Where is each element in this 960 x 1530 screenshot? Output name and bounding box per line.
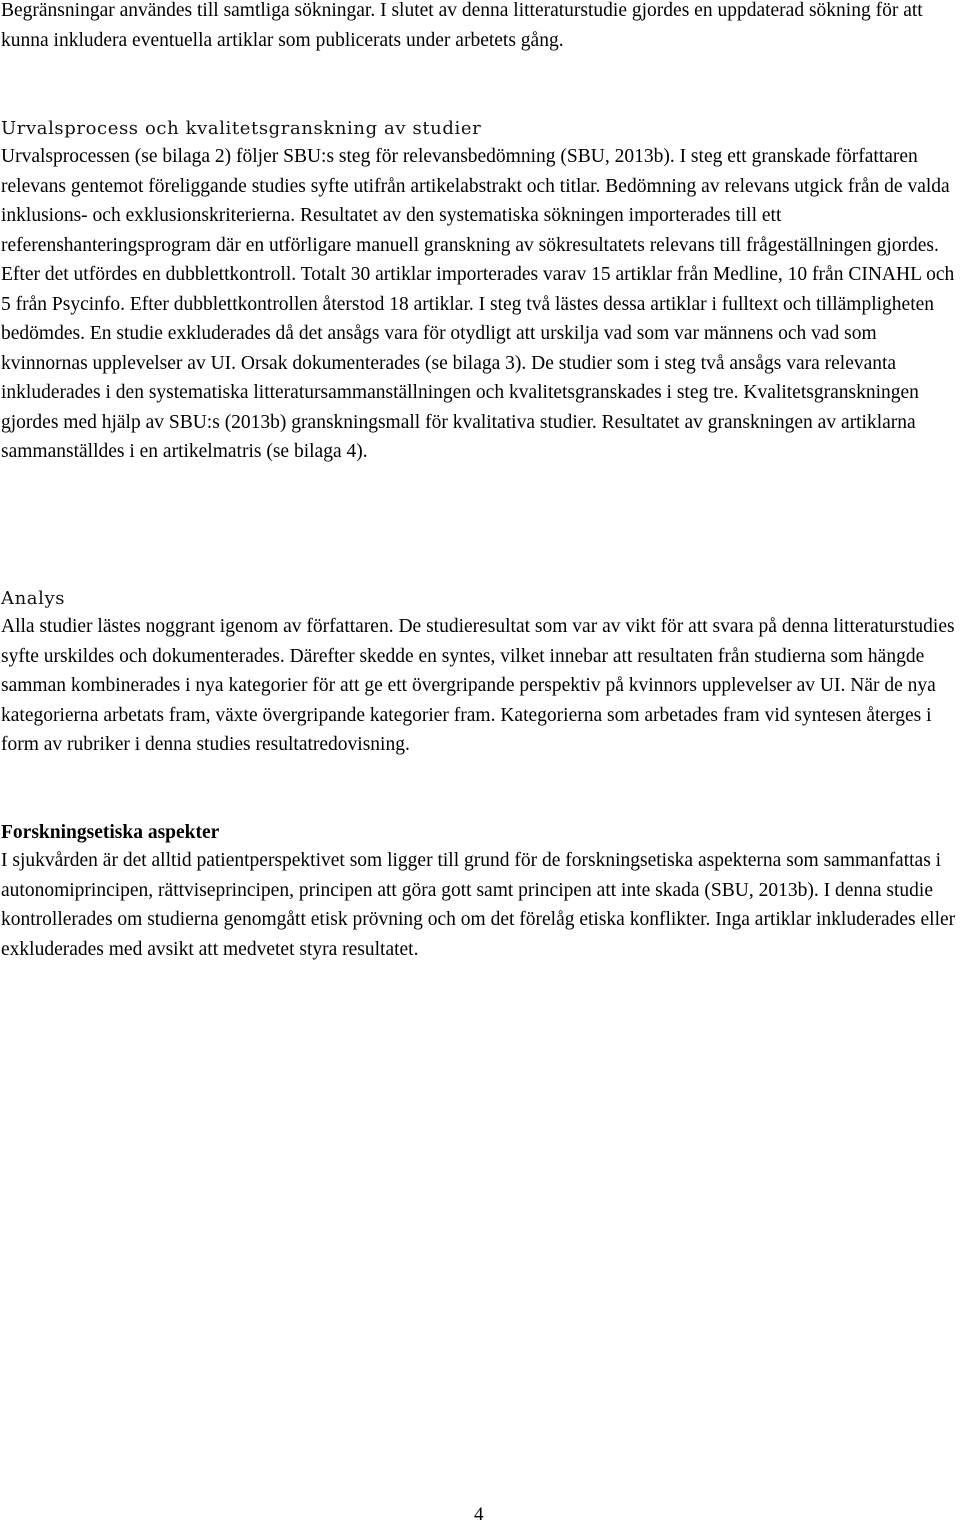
intro-paragraph: Begränsningar användes till samtliga sökningar. I slutet av denna litteraturstudie gjordes en uppdaterad sökning för att kunna inkludera eventuella artiklar som publicerats under arbetets gång. bbox=[1, 0, 923, 51]
page-number: 4 bbox=[474, 1504, 484, 1525]
analys-body: Alla studier lästes noggrant igenom av författaren. De studieresultat som var av vikt för att svara på denna litteraturstudies syfte urskildes och dokumenterades. Därefter skedde en syntes, vilket innebar att resultaten från studierna som hängde samman kombinerades i nya kategorier för att ge ett övergripande perspektiv på kvinnors upplevelser av UI. När de nya kategorierna arbetats fram, växte övergripande kategorier fram. Kategorierna som arbetades fram vid syntesen återges i form av rubriker i denna studies resultatredovisning. bbox=[1, 616, 955, 755]
urval-heading: Urvalsprocess och kvalitetsgranskning av studier bbox=[1, 118, 482, 139]
urval-body: Urvalsprocessen (se bilaga 2) följer SBU:s steg för relevansbedömning (SBU, 2013b). I steg ett granskade författaren relevans gentemot föreliggande studies syfte utifrån artikelabstrakt och titlar. Bedömning av relevans utgick från de valda inklusions- och exklusionskriterierna. Resultatet av den systematiska sökningen importerades till ett referenshanteringsprogram där en utförligare manuell granskning av sökresultatets relevans till frågeställningen gjordes. Efter det utfördes en dubblettkontroll. Totalt 30 artiklar importerades varav 15 artiklar från Medline, 10 från CINAHL och 5 från Psycinfo. Efter dubblettkontrollen återstod 18 artiklar. I steg två lästes dessa artiklar i fulltext och tillämpligheten bedömdes. En studie exkluderades då det ansågs vara för otydligt att urskilja vad som var männens och vad som kvinnornas upplevelser av UI. Orsak dokumenterades (se bilaga 3). De studier som i steg två ansågs vara relevanta inkluderades i den systematiska litteratursammanställningen och kvalitetsgranskades i steg tre. Kvalitetsgranskningen gjordes med hjälp av SBU:s (2013b) granskningsmall för kvalitativa studier. Resultatet av granskningen av artiklarna sammanställdes i en artikelmatris (se bilaga 4). bbox=[1, 146, 955, 462]
etik-body: I sjukvården är det alltid patientperspektivet som ligger till grund för de forskningsetiska aspekterna som sammanfattas i autonomiprincipen, rättviseprincipen, principen att göra gott samt principen att inte skada (SBU, 2013b). I denna studie kontrollerades om studierna genomgått etisk prövning och om det förelåg etiska konflikter. Inga artiklar inkluderades eller exkluderades med avsikt att medvetet styra resultatet. bbox=[1, 850, 956, 960]
analys-heading: Analys bbox=[1, 588, 66, 609]
etik-heading: Forskningsetiska aspekter bbox=[1, 822, 220, 843]
